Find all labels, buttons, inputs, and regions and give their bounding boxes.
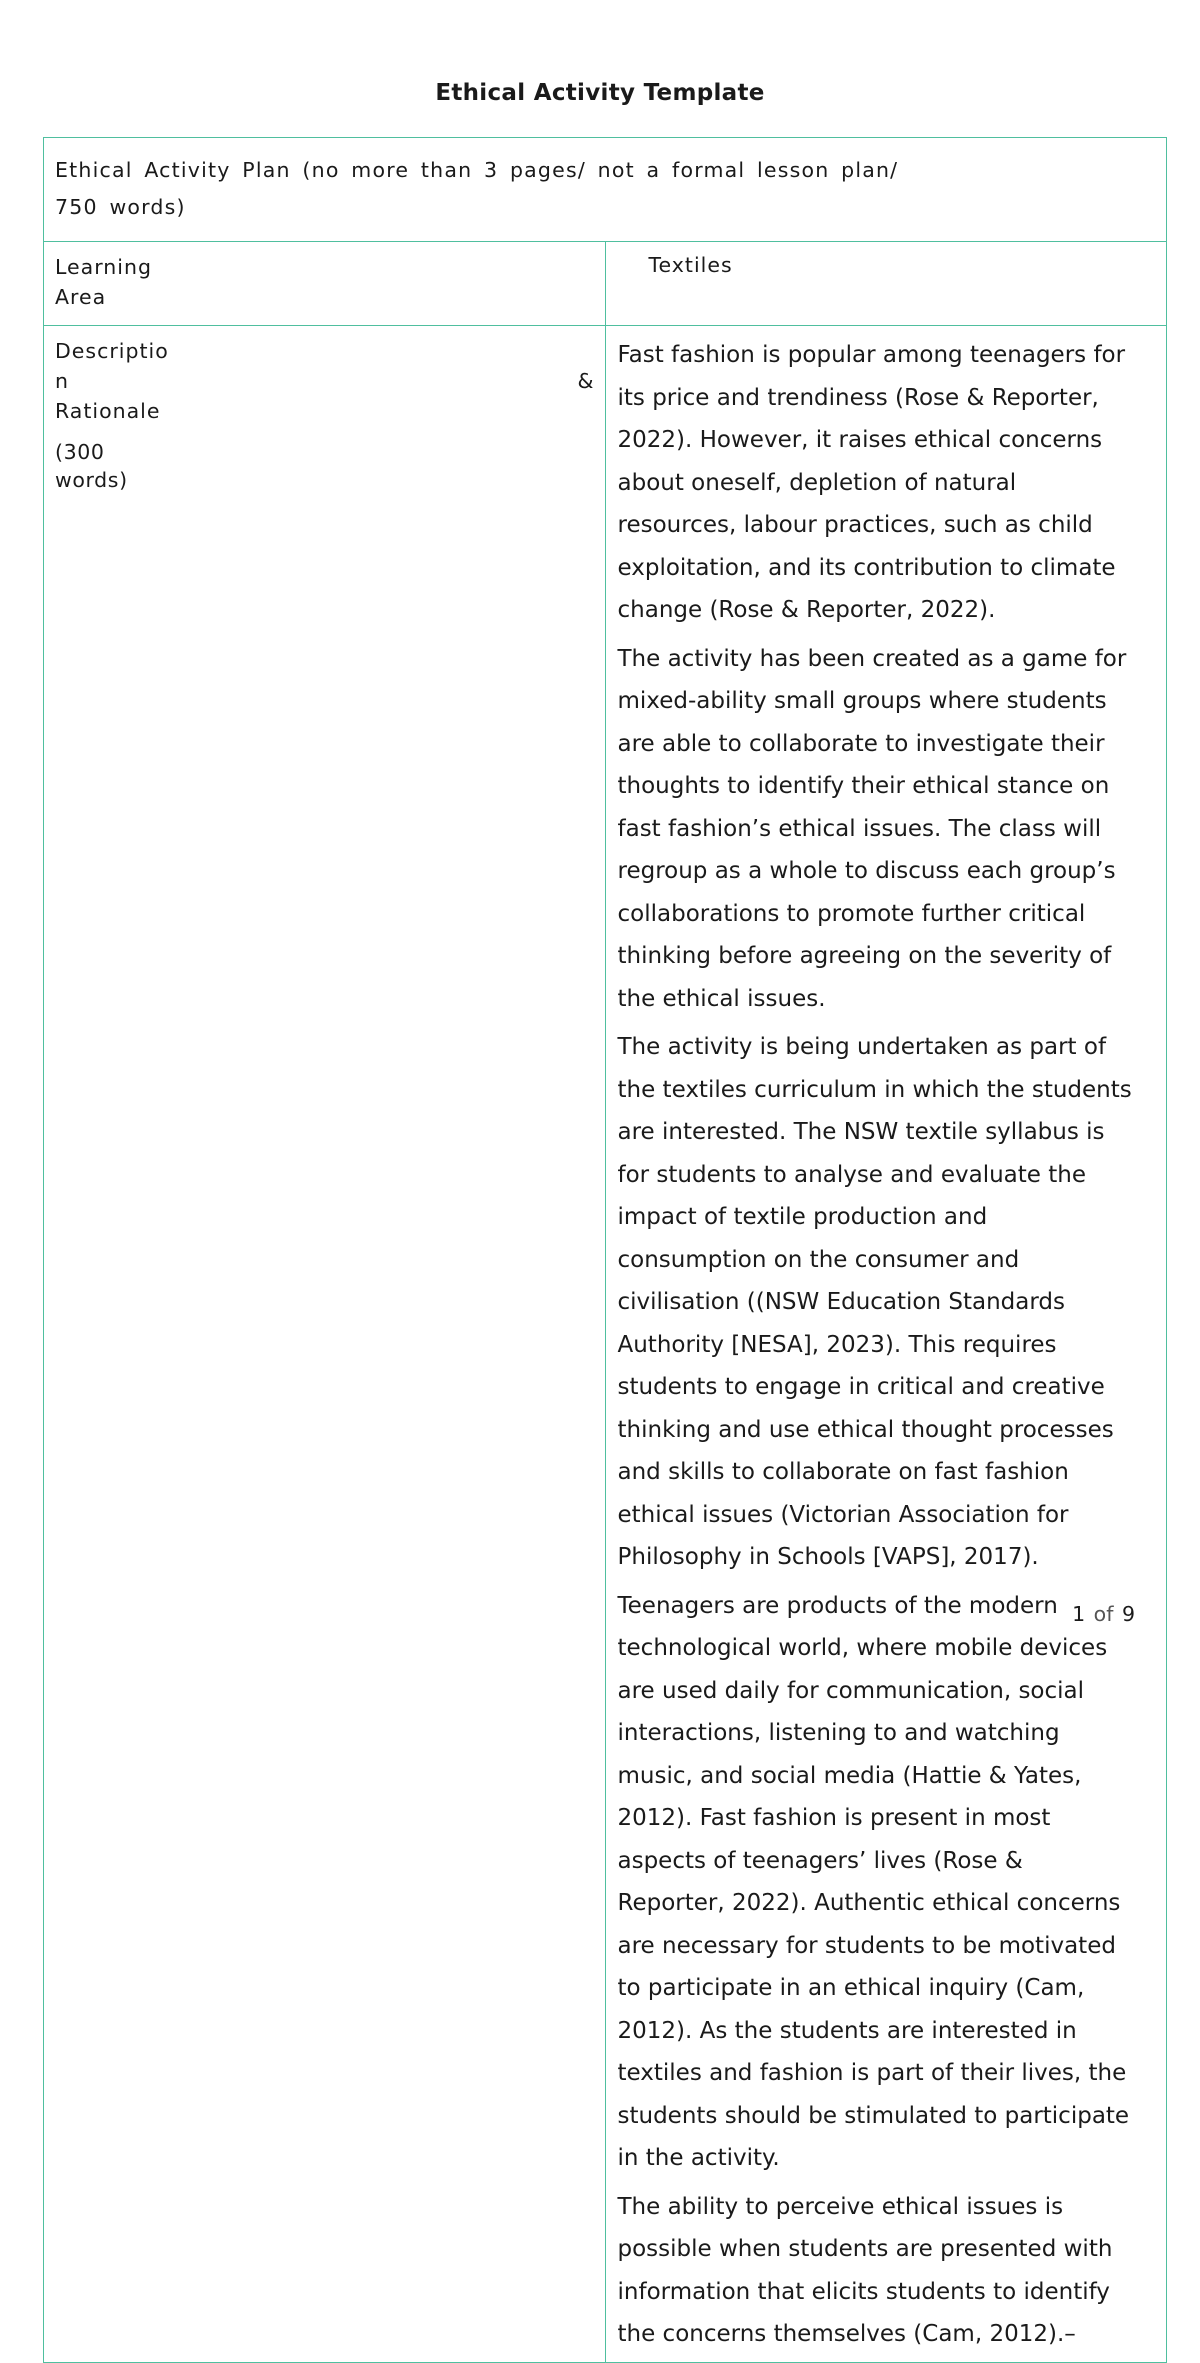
description-label-line-2-right: &: [577, 369, 595, 393]
document-title: Ethical Activity Template: [435, 80, 765, 106]
description-rationale-body: [605, 326, 1167, 2363]
plan-header-line-2: 750 words): [55, 195, 186, 219]
page-number: [1072, 1602, 1135, 1626]
description-rationale-row: [44, 326, 1167, 2363]
plan-header-line-1: Ethical Activity Plan (no more than 3 pages/ not a formal lesson plan/: [55, 158, 899, 182]
learning-area-label-line-2: Area: [55, 285, 107, 309]
description-label-line-3: Rationale: [55, 399, 161, 423]
plan-header-cell: [44, 138, 1167, 242]
rationale-paragraph: The activity has been created as a game for mixed-ability small groups where students are able to collaborate to investigate their thoughts to identify their ethical stance on fast fashion’s ethical issues. The class will regroup as a whole to discuss each group’s collaborations to promote further critical thinking before agreeing on the severity of the ethical issues.: [617, 645, 1127, 1012]
description-label-line-1: Descriptio: [55, 339, 169, 363]
word-limit-note-line-2: words): [55, 468, 128, 492]
page-number-current: 1: [1072, 1602, 1086, 1626]
rationale-paragraph: The ability to perceive ethical issues is possible when students are presented with information that elicits students to identify the concerns themselves (Cam, 2012).–: [617, 2193, 1113, 2347]
learning-area-value: Textiles: [605, 242, 1167, 326]
page-number-of: of: [1093, 1602, 1114, 1626]
description-label-line-2-left: n: [55, 369, 69, 393]
learning-area-row: [44, 242, 1167, 326]
learning-area-label-line-1: Learning: [55, 255, 152, 279]
learning-area-label: [44, 242, 606, 326]
description-label-line-2: [55, 366, 595, 396]
description-rationale-label: [44, 326, 606, 2363]
page-number-total: 9: [1121, 1602, 1135, 1626]
word-limit-note: [55, 438, 595, 494]
rationale-paragraph: Fast fashion is popular among teenagers for its price and trendiness (Rose & Reporter, 2022). However, it raises ethical concerns about oneself, depletion of natural resources, labour practices, such as child exploitation, and its contribution to climate change (Rose & Reporter, 2022).: [617, 342, 1126, 623]
rationale-paragraph: Teenagers are products of the modern technological world, where mobile devices are used daily for communication, social interactions, listening to and watching music, and social media (Hattie & Yates, 2012). Fast fashion is present in most aspects of teenagers’ lives (Rose & Reporter, 2022). Authentic ethical concerns are necessary for students to be motivated to participate in an ethical inquiry (Cam, 2012). As the students are interested in textiles and fashion is part of their lives, the students should be stimulated to participate in the activity.: [617, 1592, 1130, 2171]
plan-header-row: [44, 138, 1167, 242]
word-limit-note-line-1: (300: [55, 440, 105, 464]
rationale-paragraph: The activity is being undertaken as part of the textiles curriculum in which the students are interested. The NSW textile syllabus is for students to analyse and evaluate the impact of textile production and consumption on the consumer and civilisation ((NSW Education Standards Authority [NESA], 2023). This requires students to engage in critical and creative thinking and use ethical thought processes and skills to collaborate on fast fashion ethical issues (Victorian Association for Philosophy in Schools [VAPS], 2017).: [617, 1034, 1132, 1570]
ethical-activity-plan-table: [43, 137, 1167, 2363]
